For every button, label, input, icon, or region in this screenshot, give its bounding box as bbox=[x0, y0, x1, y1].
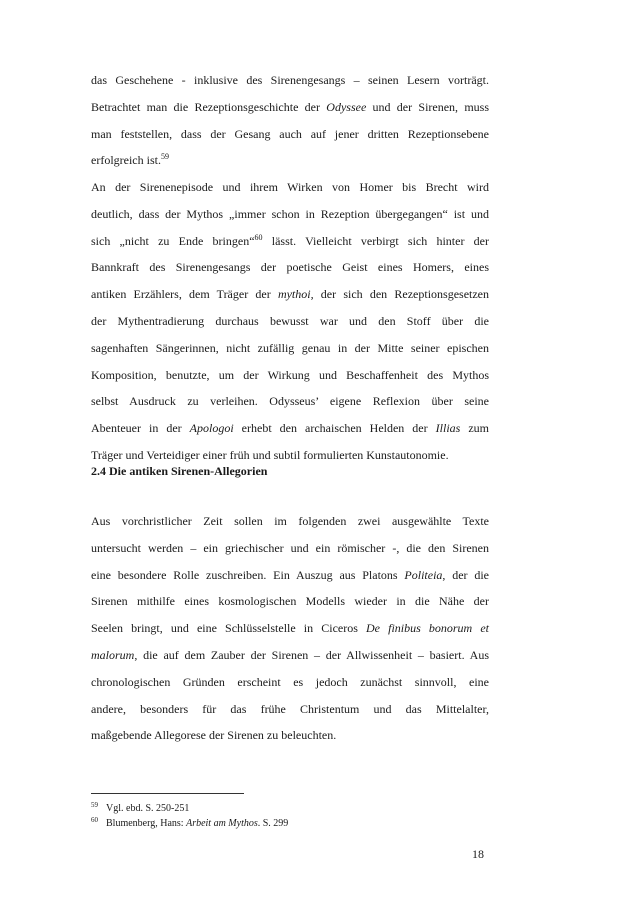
text-line: chronologischen Gründen erscheint es jedoch zunächst sinnvoll, eine bbox=[91, 674, 489, 689]
text-line: Aus vorchristlicher Zeit sollen im folgenden zwei ausgewählte Texte bbox=[91, 514, 489, 528]
text-line: Abenteuer in der Apologoi erhebt den archaischen Helden der Illias zum bbox=[91, 421, 489, 436]
work-title-malorum: malorum bbox=[91, 647, 135, 662]
text-line: selbst Ausdruck zu verleihen. Odysseus’ eigene Reflexion über seine bbox=[91, 394, 489, 409]
text-line: man feststellen, dass der Gesang auch auf jener dritten Rezeptionsebene bbox=[91, 126, 489, 141]
paragraph-intro bbox=[91, 67, 489, 174]
text-line: erfolgreich ist.$^{59}$ bbox=[91, 152, 169, 168]
term-mythoi: mythoi, bbox=[277, 287, 314, 302]
text-line: An der Sirenenepisode und ihrem Wirken von Homer bis Brecht wird bbox=[91, 180, 489, 194]
footnote-60: 60 Blumenberg, Hans: Arbeit am Mythos. S. 299 bbox=[91, 815, 289, 829]
work-title-arbeit-am-mythos: Arbeit am Mythos bbox=[186, 818, 258, 829]
footnote-ref-60: 60 bbox=[254, 232, 263, 242]
work-title-apologoi: Apologoi bbox=[189, 421, 234, 436]
work-title-politeia: Politeia bbox=[404, 567, 443, 582]
footnote-divider bbox=[91, 793, 244, 794]
text-line: Komposition, benutzte, um der Wirkung und Beschaffenheit des Mythos bbox=[91, 367, 489, 382]
page-number: 18 bbox=[472, 847, 484, 861]
text-line: malorum, die auf dem Zauber der Sirenen – der Allwissenheit – basiert. Aus bbox=[91, 647, 489, 662]
section-heading: 2.4 Die antiken Sirenen-Allegorien bbox=[91, 464, 268, 478]
text-line: andere, besonders für das frühe Christentum und das Mittelalter, bbox=[91, 701, 489, 716]
text-line: Bannkraft des Sirenengesangs der poetische Geist eines Homers, eines bbox=[91, 260, 489, 275]
text-line: der Mythentradierung durchaus bewusst war und den Stoff über die bbox=[91, 313, 489, 328]
footnote-text: Vgl. ebd. S. 250-251 bbox=[106, 803, 190, 814]
text-line: Träger und Verteidiger einer früh und subtil formulierten Kunstautonomie. bbox=[91, 447, 449, 462]
text-line: maßgebende Allegorese der Sirenen zu beleuchten. bbox=[91, 728, 337, 743]
footnote-59: 59 Vgl. ebd. S. 250-251 bbox=[91, 800, 190, 814]
work-title-illias: Illias bbox=[435, 421, 461, 436]
text-line: Sirenen mithilfe eines kosmologischen Modells wieder in die Nähe der bbox=[91, 594, 489, 609]
text-line: Betrachtet man die Rezeptionsgeschichte der Odyssee und der Sirenen, muss bbox=[91, 99, 490, 114]
text-line: eine besondere Rolle zuschreiben. Ein Auszug aus Platons Politeia, der die bbox=[91, 567, 490, 582]
footnotes bbox=[91, 801, 491, 831]
text-line: sich „nicht zu Ende bringen“$^{60}$ lässt. Vielleicht verbirgt sich hinter der bbox=[91, 232, 489, 248]
text-line: sagenhaften Sängerinnen, nicht zufällig genau in der Mitte seiner epischen bbox=[91, 340, 489, 355]
footnote-ref-59: 59 bbox=[160, 152, 169, 162]
work-title-de-finibus: De finibus bonorum et bbox=[366, 621, 489, 636]
work-title-odyssee: Odyssee bbox=[326, 99, 367, 114]
text-line: untersucht werden – ein griechischer und ein römischer -, die den Sirenen bbox=[91, 540, 489, 555]
paragraph-siren-reception bbox=[91, 174, 489, 469]
text-line: antiken Erzählers, dem Träger der mythoi, der sich den Rezeptionsgesetzen bbox=[91, 287, 490, 302]
text-line: das Geschehene - inklusive des Sirenengesangs – seinen Lesern vorträgt. bbox=[91, 73, 489, 87]
paragraph-allegories bbox=[91, 508, 489, 749]
text-line: deutlich, dass der Mythos „immer schon in Rezeption übergegangen“ ist und bbox=[91, 206, 489, 221]
text-line: Seelen bringt, und eine Schlüsselstelle in Ciceros De finibus bonorum et bbox=[91, 621, 489, 636]
